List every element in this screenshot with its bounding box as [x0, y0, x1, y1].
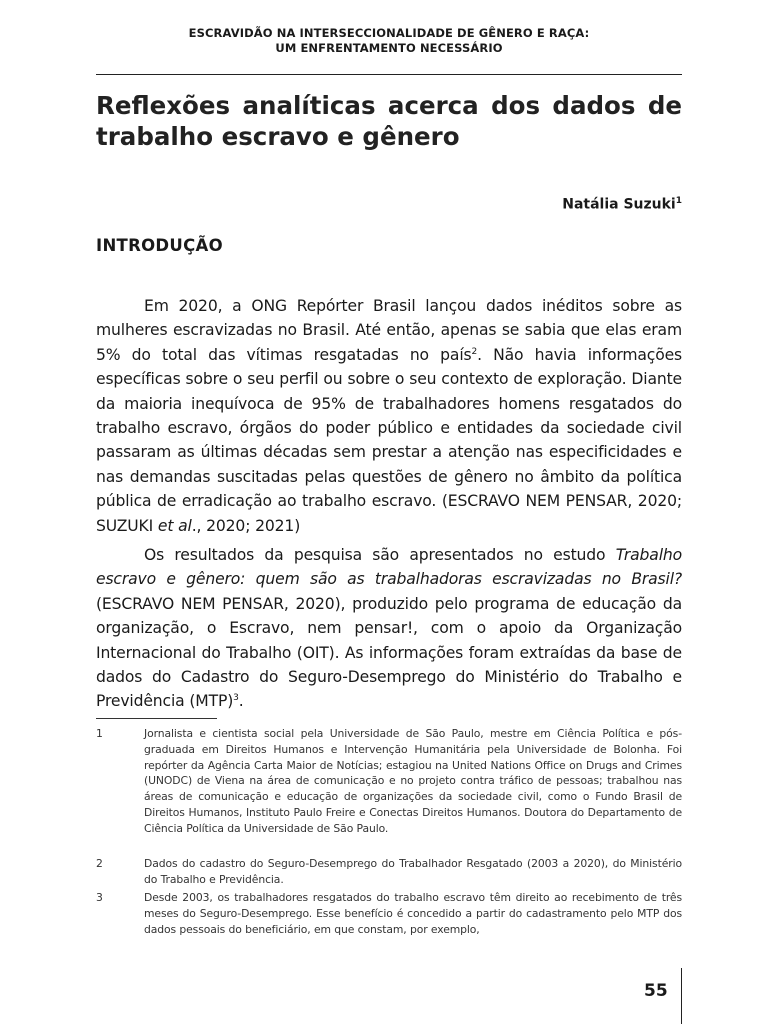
page-number-bar [681, 968, 682, 1024]
footnote-ref-2[interactable]: 2 [471, 346, 478, 357]
footnote-3-text: Desde 2003, os trabalhadores resgatados do trabalho escravo têm direito ao recebimento de três meses do Seguro-Desemprego. Esse benefício é concedido a partir do cadastramento pelo MTP dos dados pessoais do beneficiário, em que constam, por exemplo, [144, 891, 682, 936]
author-footnote-ref[interactable]: 1 [675, 196, 682, 206]
footnote-3 [96, 890, 682, 937]
footnote-separator [96, 718, 217, 719]
footnote-ref-3[interactable]: 3 [233, 693, 239, 704]
article-title: Reflexões analíticas acerca dos dados de trabalho escravo e gênero [96, 91, 682, 151]
header-rule [96, 74, 682, 75]
p1-text-a: Em 2020, a ONG Repórter Brasil lançou dados inéditos sobre as mulheres escravizadas no Brasil. Até então, apenas se sabia que elas eram 5% do total das vítimas resgatadas no país [96, 297, 682, 364]
footnote-1-text: Jornalista e cientista social pela Universidade de São Paulo, mestre em Ciência Política e pós-graduada em Direitos Humanos e Intervenção Humanitária pela Universidade de Bolonha. Foi repórter da Agência Carta Maior de Notícias; estagiou na United Nations Office on Drugs and Crimes (UNODC) de Viena na área de comunicação e no projeto contra tráfico de pessoas; trabalhou nas áreas de comunicação e educação de organizações da sociedade civil, como o Fundo Brasil de Direitos Humanos, Instituto Paulo Freire e Conectas Direitos Humanos. Doutora do Departamento de Ciência Política da Universidade de São Paulo. [144, 727, 682, 835]
footnote-2 [96, 856, 682, 888]
footnote-3-number: 3 [96, 891, 103, 904]
footnote-2-number: 2 [96, 857, 103, 870]
author-name-text: Natália Suzuki [562, 196, 676, 213]
p1-text-b: . Não havia informações específicas sobre o seu perfil ou sobre o seu contexto de exploração. Diante da maioria inequívoca de 95% de trabalhadores homens resgatados do trabalho escravo, órgãos do poder público e entidades da sociedade civil passaram as últimas décadas sem prestar a atenção nas especificidades e nas demandas suscitadas pelas questões de gênero no âmbito da política pública de erradicação ao trabalho escravo. (ESCRAVO NEM PENSAR, 2020; SUZUKI [96, 345, 683, 535]
p1-etal: et al [157, 516, 192, 535]
p1-text-c: ., 2020; 2021) [191, 516, 301, 535]
running-header-line-2: UM ENFRENTAMENTO NECESSÁRIO [275, 41, 503, 55]
page-number: 55 [644, 981, 668, 1001]
p2-text-b: (ESCRAVO NEM PENSAR, 2020), produzido pelo programa de educação da organização, o Escravo, nem pensar!, com o apoio da Organização Internacional do Trabalho (OIT). As informações foram extraídas da base de dados do Cadastro do Seguro-Desemprego do Ministério do Trabalho e Previdência (MTP) [96, 594, 682, 711]
running-header-line-1: ESCRAVIDÃO NA INTERSECCIONALIDADE DE GÊNERO E RAÇA: [188, 26, 590, 40]
running-header [96, 26, 682, 56]
footnote-1-number: 1 [96, 727, 103, 740]
study-title: Trabalho escravo e gênero: quem são as trabalhadoras escravizadas no Brasil? [96, 546, 682, 589]
section-heading: INTRODUÇÃO [96, 236, 223, 255]
author-name [562, 192, 682, 214]
p2-text-c: . [238, 692, 244, 711]
p2-text-a: Os resultados da pesquisa são apresentados no estudo [144, 546, 616, 564]
footnote-2-text: Dados do cadastro do Seguro-Desemprego do Trabalhador Resgatado (2003 a 2020), do Ministério do Trabalho e Previdência. [144, 857, 682, 886]
body-paragraph-1 [96, 294, 682, 538]
footnote-1 [96, 726, 682, 837]
body-paragraph-2 [96, 543, 682, 714]
